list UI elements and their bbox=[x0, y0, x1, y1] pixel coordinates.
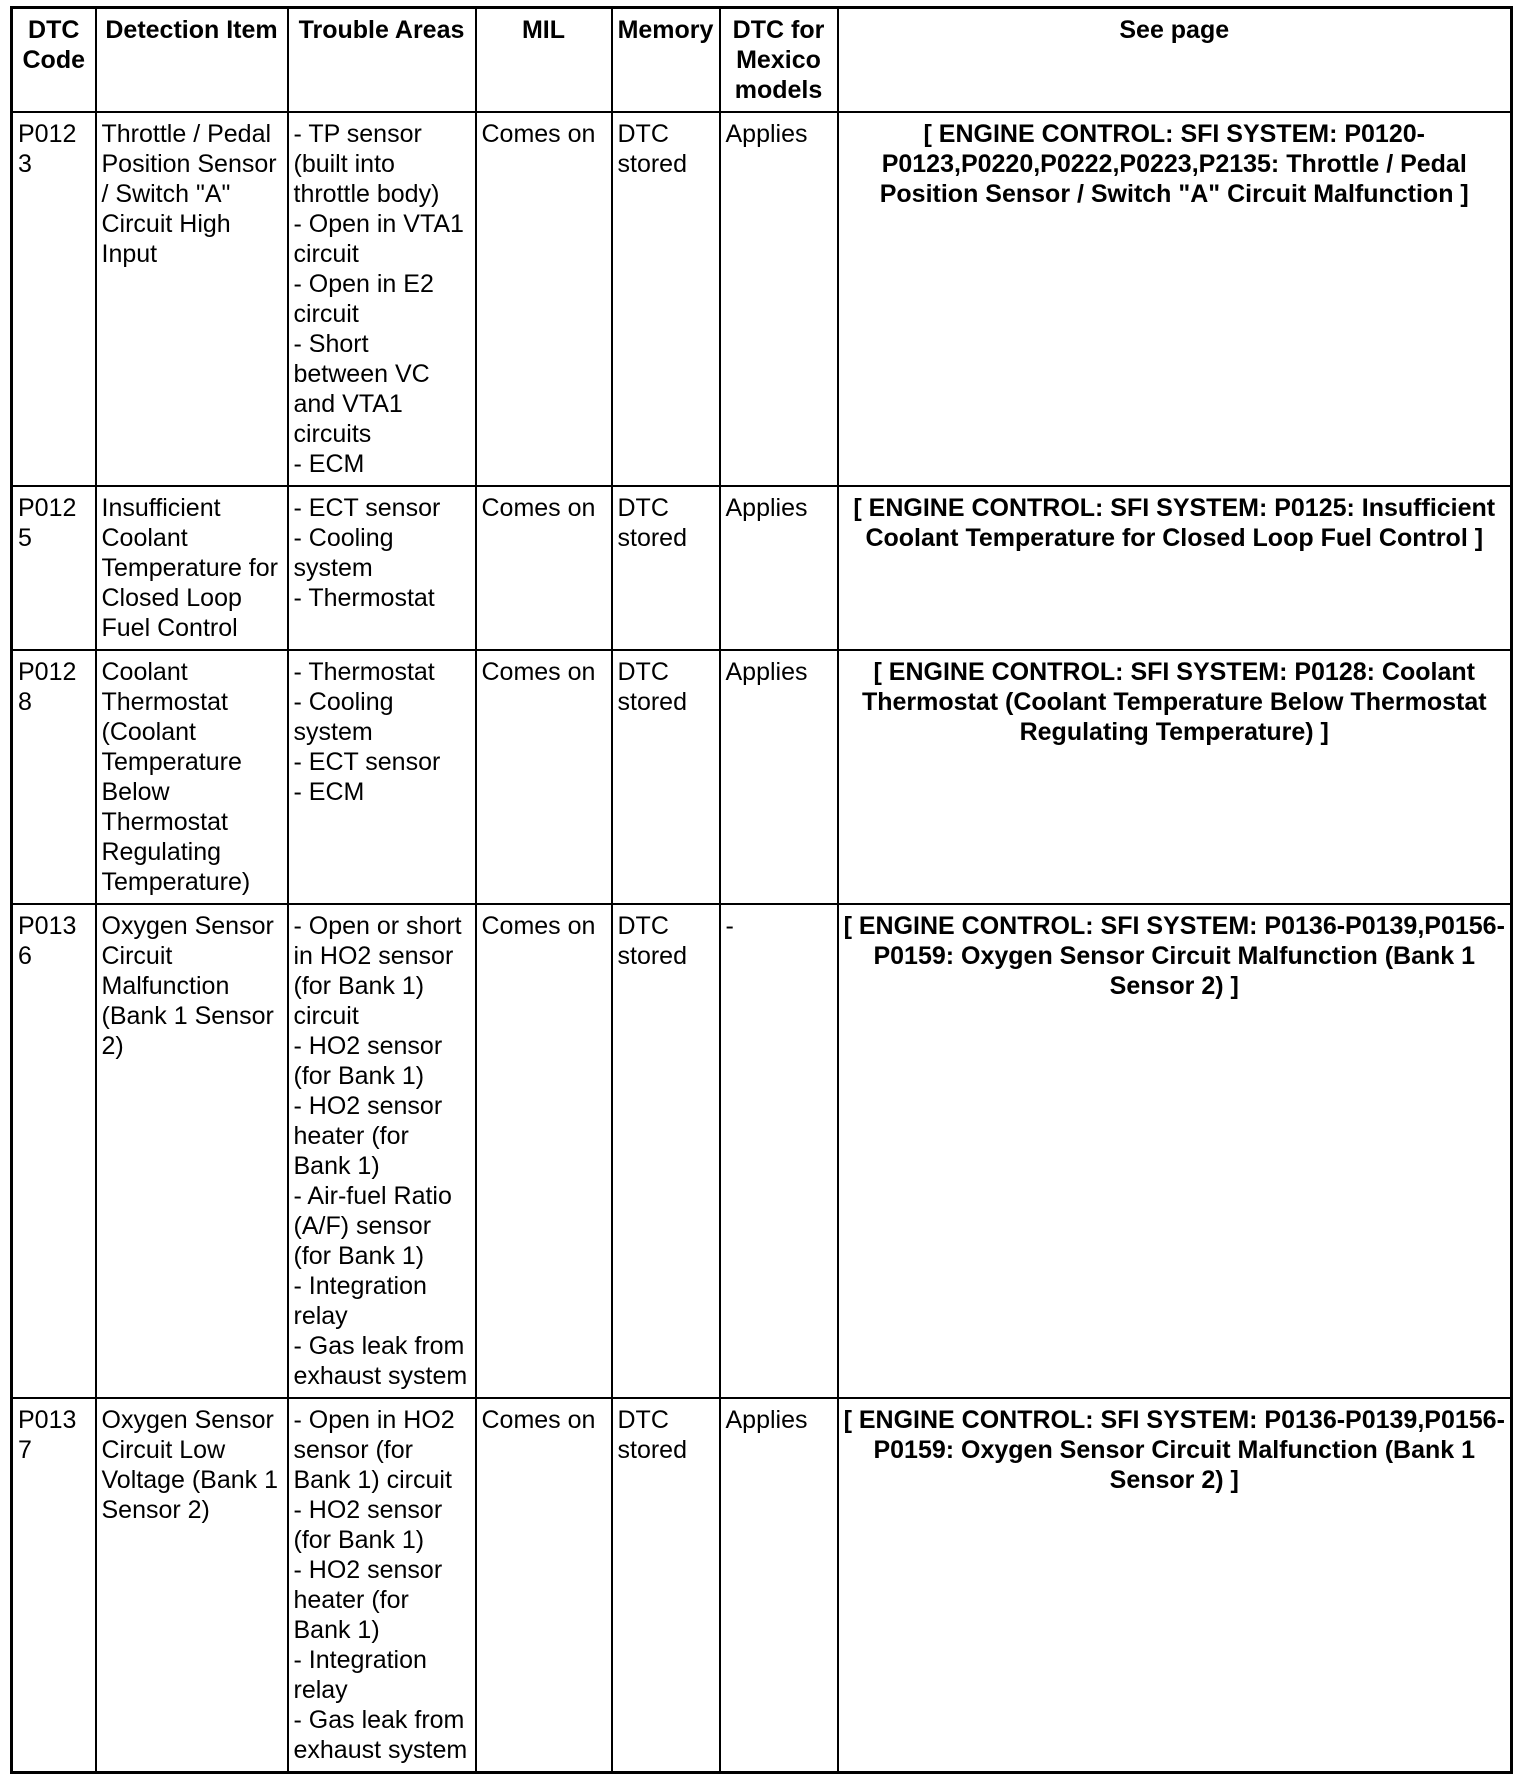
mexico-cell: Applies bbox=[720, 1398, 838, 1773]
trouble-areas-cell: - Open or short in HO2 sensor (for Bank 1) circuit - HO2 sensor (for Bank 1) - HO2 sensor heater (for Bank 1) - Air-fuel Ratio (A/F) sensor (for Bank 1) - Integration relay - Gas leak from exhaust system bbox=[288, 904, 476, 1398]
dtc-code-cell: P0128 bbox=[12, 650, 96, 904]
detection-item-cell: Coolant Thermostat (Coolant Temperature Below Thermostat Regulating Temperature) bbox=[96, 650, 288, 904]
memory-cell: DTC stored bbox=[612, 1398, 720, 1773]
trouble-areas-cell: - Open in HO2 sensor (for Bank 1) circuit - HO2 sensor (for Bank 1) - HO2 sensor heater (for Bank 1) - Integration relay - Gas leak from exhaust system bbox=[288, 1398, 476, 1773]
header-memory: Memory bbox=[612, 8, 720, 112]
header-dtc-code: DTC Code bbox=[12, 8, 96, 112]
mil-cell: Comes on bbox=[476, 1398, 612, 1773]
header-mil: MIL bbox=[476, 8, 612, 112]
table-row bbox=[12, 486, 1512, 650]
mexico-cell: - bbox=[720, 904, 838, 1398]
dtc-code-cell: P0123 bbox=[12, 112, 96, 486]
dtc-code-cell: P0137 bbox=[12, 1398, 96, 1773]
detection-item-cell: Throttle / Pedal Position Sensor / Switch "A" Circuit High Input bbox=[96, 112, 288, 486]
memory-cell: DTC stored bbox=[612, 486, 720, 650]
detection-item-cell: Insufficient Coolant Temperature for Closed Loop Fuel Control bbox=[96, 486, 288, 650]
dtc-table bbox=[10, 6, 1513, 1774]
trouble-areas-cell: - Thermostat - Cooling system - ECT sensor - ECM bbox=[288, 650, 476, 904]
mil-cell: Comes on bbox=[476, 904, 612, 1398]
memory-cell: DTC stored bbox=[612, 112, 720, 486]
dtc-code-cell: P0136 bbox=[12, 904, 96, 1398]
mexico-cell: Applies bbox=[720, 112, 838, 486]
header-row bbox=[12, 8, 1512, 112]
mil-cell: Comes on bbox=[476, 486, 612, 650]
trouble-areas-cell: - TP sensor (built into throttle body) - Open in VTA1 circuit - Open in E2 circuit - Short between VC and VTA1 circuits - ECM bbox=[288, 112, 476, 486]
see-page-link[interactable]: [ ENGINE CONTROL: SFI SYSTEM: P0120-P0123,P0220,P0222,P0223,P2135: Throttle / Pedal Position Sensor / Switch "A" Circuit Malfunction ] bbox=[838, 112, 1512, 486]
see-page-link[interactable]: [ ENGINE CONTROL: SFI SYSTEM: P0128: Coolant Thermostat (Coolant Temperature Below Thermostat Regulating Temperature) ] bbox=[838, 650, 1512, 904]
table-row bbox=[12, 904, 1512, 1398]
table-row bbox=[12, 112, 1512, 486]
see-page-link[interactable]: [ ENGINE CONTROL: SFI SYSTEM: P0125: Insufficient Coolant Temperature for Closed Loop Fuel Control ] bbox=[838, 486, 1512, 650]
detection-item-cell: Oxygen Sensor Circuit Low Voltage (Bank 1 Sensor 2) bbox=[96, 1398, 288, 1773]
mil-cell: Comes on bbox=[476, 112, 612, 486]
header-detection-item: Detection Item bbox=[96, 8, 288, 112]
see-page-link[interactable]: [ ENGINE CONTROL: SFI SYSTEM: P0136-P0139,P0156-P0159: Oxygen Sensor Circuit Malfunction (Bank 1 Sensor 2) ] bbox=[838, 904, 1512, 1398]
mexico-cell: Applies bbox=[720, 486, 838, 650]
dtc-code-cell: P0125 bbox=[12, 486, 96, 650]
memory-cell: DTC stored bbox=[612, 904, 720, 1398]
mil-cell: Comes on bbox=[476, 650, 612, 904]
table-row bbox=[12, 1398, 1512, 1773]
table-row bbox=[12, 650, 1512, 904]
header-see-page: See page bbox=[838, 8, 1512, 112]
header-trouble-areas: Trouble Areas bbox=[288, 8, 476, 112]
detection-item-cell: Oxygen Sensor Circuit Malfunction (Bank 1 Sensor 2) bbox=[96, 904, 288, 1398]
header-dtc-mexico: DTC for Mexico models bbox=[720, 8, 838, 112]
memory-cell: DTC stored bbox=[612, 650, 720, 904]
trouble-areas-cell: - ECT sensor - Cooling system - Thermostat bbox=[288, 486, 476, 650]
mexico-cell: Applies bbox=[720, 650, 838, 904]
see-page-link[interactable]: [ ENGINE CONTROL: SFI SYSTEM: P0136-P0139,P0156-P0159: Oxygen Sensor Circuit Malfunction (Bank 1 Sensor 2) ] bbox=[838, 1398, 1512, 1773]
